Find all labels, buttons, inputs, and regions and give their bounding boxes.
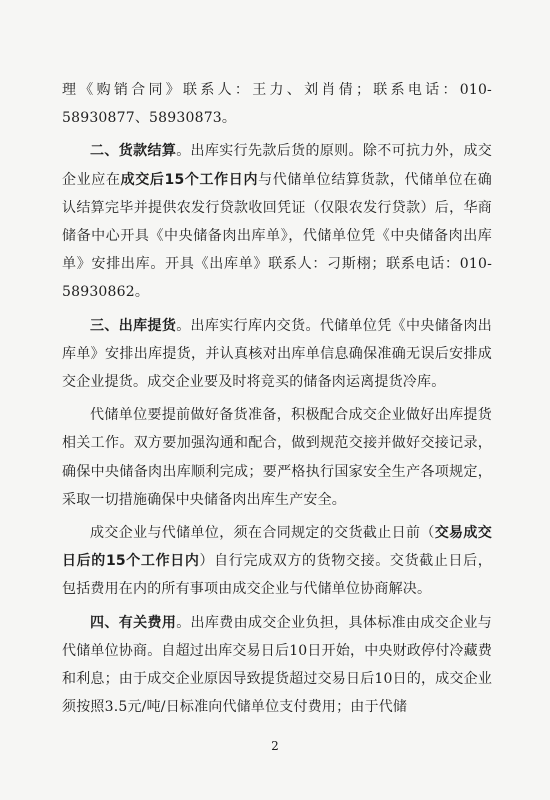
document-body [62,76,492,721]
page-number: 2 [271,739,279,753]
paragraph-4 [62,401,492,514]
bold-text-segment: 二、货款结算 [90,143,177,160]
paragraph-2 [62,137,492,306]
text-segment: ）自行完成双方的货物交接。交货截止日后，包括费用在内的所有事项由成交企业与代储单位协商解决。 [62,553,493,598]
paragraph-5 [62,519,492,604]
text-segment: 。出库费由成交企业负担，具体标准由成交企业与代储单位协商。自超过出库交易日后10日开始，中央财政停付冷藏费和利息；由于成交企业原因导致提货超过交易日后10日的，成交企业须按照3.5元/吨/日标准向代储单位支付费用；由于代储 [62,614,493,716]
bold-text-segment: 四、有关费用 [90,614,177,631]
paragraph-1 [62,76,492,132]
text-segment: 。出库实行先款后货的原则。除不可抗力外，成交企业应在 [62,143,493,188]
paragraph-6 [62,609,492,722]
text-segment: 成交企业与代储单位，须在合同规定的交货截止日前（ [90,525,435,542]
bold-text-segment: 三、出库提货 [90,317,177,334]
text-segment: 理《购销合同》联系人：王力、刘肖倩；联系电话：010-58930877、58930873。 [62,82,492,127]
text-segment: 代储单位要提前做好备货准备，积极配合成交企业做好出库提货相关工作。双方要加强沟通和配合，做到规范交接并做好交接记录，确保中央储备肉出库顺利完成；要严格执行国家安全生产各项规定，采取一切措施确保中央储备肉出库生产安全。 [62,407,492,508]
text-segment: 与代储单位结算货款，代储单位在确认结算完毕并提供农发行贷款收回凭证（仅限农发行贷款）后，华商储备中心开具《中央储备肉出库单》，代储单位凭《中央储备肉出库单》安排出库。开具《出库单》联系人：刁斯栩；联系电话：010-58930862。 [62,171,492,301]
paragraph-3 [62,312,492,397]
bold-text-segment: 交易成交日后的15个工作日内 [62,525,492,570]
text-segment: 。出库实行库内交货。代储单位凭《中央储备肉出库单》安排出库提货，并认真核对出库单信息确保准确无误后安排成交企业提货。成交企业要及时将竞买的储备肉运离提货冷库。 [62,317,493,391]
bold-text-segment: 成交后15个工作日内 [120,171,259,188]
